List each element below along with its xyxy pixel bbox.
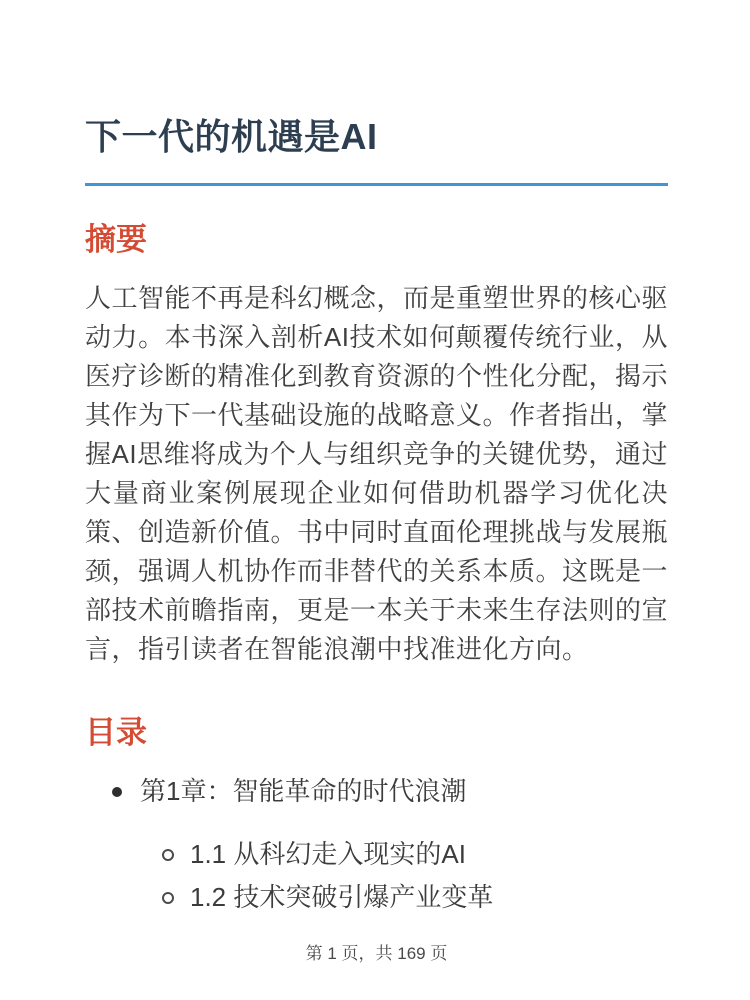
- page-footer: [85, 941, 668, 966]
- toc-subitem-label: 1.1 从科幻走入现实的AI: [190, 839, 466, 869]
- bullet-circle-icon: [162, 849, 174, 861]
- toc-list: [85, 772, 668, 917]
- abstract-heading: 摘要: [85, 222, 147, 257]
- toc-item-chapter-1: [140, 772, 668, 917]
- toc-sublist: [140, 835, 668, 917]
- toc-item-1-2: [190, 878, 668, 917]
- toc-item-1-1: [190, 835, 668, 874]
- toc-heading: 目录: [85, 715, 147, 750]
- abstract-paragraph: 人工智能不再是科幻概念，而是重塑世界的核心驱动力。本书深入剖析AI技术如何颠覆传统行业，从医疗诊断的精准化到教育资源的个性化分配，揭示其作为下一代基础设施的战略意义。作者指出，掌握AI思维将成为个人与组织竞争的关键优势，通过大量商业案例展现企业如何借助机器学习优化决策、创造新价值。书中同时直面伦理挑战与发展瓶颈，强调人机协作而非替代的关系本质。这既是一部技术前瞻指南，更是一本关于未来生存法则的宣言，指引读者在智能浪潮中找准进化方向。: [85, 283, 669, 664]
- toc-item-label: 第1章：智能革命的时代浪潮: [140, 776, 467, 806]
- document-title: 下一代的机遇是AI: [85, 114, 668, 186]
- page-number: 第 1 页，共 169 页: [305, 944, 448, 963]
- bullet-circle-icon: [162, 892, 174, 904]
- bullet-disc-icon: [112, 787, 122, 797]
- toc-subitem-label: 1.2 技术突破引爆产业变革: [190, 882, 494, 912]
